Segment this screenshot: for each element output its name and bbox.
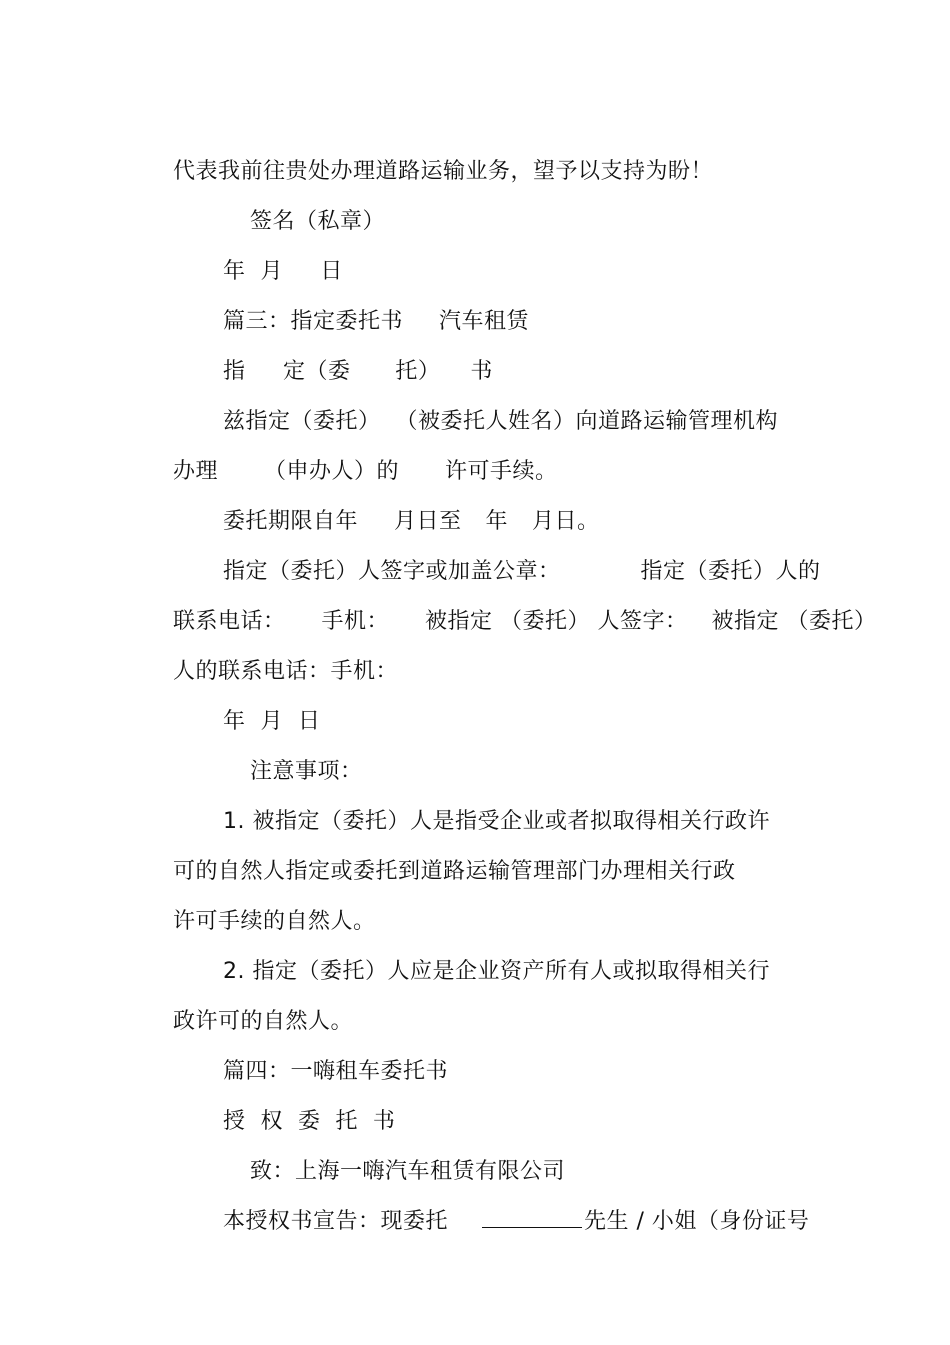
- text-segment: 许可手续的自然人。: [172, 909, 376, 934]
- text-segment: 指定（委托）人签字或加盖公章：: [222, 559, 561, 584]
- text-segment: （申办人）的: [264, 459, 400, 484]
- paragraph-line: [193, 1177, 809, 1267]
- text-segment: 汽车租赁: [439, 309, 530, 334]
- text-segment: 人的联系电话：手机：: [172, 659, 398, 684]
- text-segment: 篇三：指定委托书: [222, 309, 403, 334]
- text-segment: 联系电话：: [172, 609, 286, 634]
- text-segment: 办理: [172, 459, 218, 484]
- text-segment: 手机：: [321, 609, 390, 634]
- text-segment: 签名（私章）: [249, 209, 385, 234]
- text-segment: 授 权 委 托 书: [222, 1109, 396, 1134]
- text-segment: 年 月 日: [222, 709, 321, 734]
- fill-in-blank: [482, 1207, 582, 1228]
- text-segment: 篇四：一嗨租车委托书: [222, 1059, 448, 1084]
- text-segment: 先生 / 小姐（身份证号: [584, 1209, 810, 1234]
- text-segment: 本授权书宣告：现委托: [222, 1209, 448, 1234]
- text-segment: 被指定 （委托）: [711, 609, 877, 634]
- text-segment: 被指定 （委托） 人签字：: [425, 609, 688, 634]
- text-segment: 2. 指定（委托）人应是企业资产所有人或拟取得相关行: [222, 959, 770, 984]
- text-segment: 政许可的自然人。: [172, 1009, 353, 1034]
- text-segment: 代表我前往贵处办理道路运输业务，望予以支持为盼！: [172, 159, 713, 184]
- text-segment: 年 月 日: [222, 259, 343, 284]
- text-segment: 月日。: [532, 509, 600, 534]
- text-segment: 致：上海一嗨汽车租赁有限公司: [249, 1159, 565, 1184]
- text-segment: 指 定（委 托） 书: [222, 359, 493, 384]
- text-segment: 委托期限自年: [222, 509, 358, 534]
- text-segment: 指定（委托）人的: [640, 559, 821, 584]
- text-segment: 可的自然人指定或委托到道路运输管理部门办理相关行政: [172, 859, 736, 884]
- text-segment: 许可手续。: [445, 459, 558, 484]
- text-segment: 1. 被指定（委托）人是指受企业或者拟取得相关行政许: [222, 809, 770, 834]
- text-segment: 注意事项：: [249, 759, 363, 784]
- text-segment: 月日至: [394, 509, 462, 534]
- text-segment: 兹指定（委托） （被委托人姓名）向道路运输管理机构: [222, 409, 778, 434]
- text-segment: 年: [485, 509, 509, 534]
